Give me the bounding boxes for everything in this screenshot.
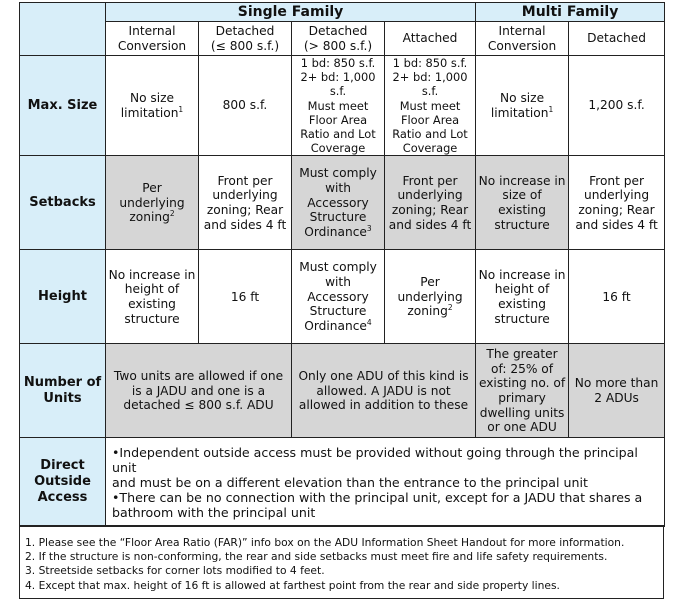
footnotes-box [19, 525, 664, 599]
row-number-of-units [20, 344, 665, 438]
row-header-setbacks: Setbacks [20, 156, 106, 250]
cell-height-sf-detached-large: Must comply with Accessory Structure Ordinance$^4$ [292, 250, 385, 344]
row-height [20, 250, 665, 344]
access-bullet-2: •There can be no connection with the principal unit, except for a JADU that shares a bathroom with the principal unit [112, 489, 643, 520]
cell-units-sf-internal-detached-small: Two units are allowed if one is a JADU and one is a detached ≤ 800 s.f. ADU [106, 344, 292, 438]
cell-direct-outside-access [106, 438, 665, 527]
cell-max-size-sf-detached-small: 800 s.f. [199, 56, 292, 156]
column-header-sf-attached: Attached [385, 22, 476, 56]
row-header-max-size: Max. Size [20, 56, 106, 156]
row-direct-outside-access [20, 438, 665, 527]
column-header-sf-internal-conversion: Internal Conversion [106, 22, 199, 56]
cell-height-sf-internal: No increase in height of existing structure [106, 250, 199, 344]
cell-max-size-sf-internal: No size limitation$^1$ [106, 56, 199, 156]
row-header-number-of-units: Number of Units [20, 344, 106, 438]
cell-setbacks-sf-detached-large: Must comply with Accessory Structure Ordinance$^3$ [292, 156, 385, 250]
group-header-single-family: Single Family [106, 3, 476, 22]
footnote-4: 4. Except that max. height of 16 ft is allowed at farthest point from the rear and side property lines. [25, 578, 560, 592]
cell-height-sf-detached-small: 16 ft [199, 250, 292, 344]
footnote-2: 2. If the structure is non-conforming, the rear and side setbacks must meet fire and life safety requirements. [25, 550, 608, 564]
cell-height-sf-attached: Per underlying zoning$^2$ [385, 250, 476, 344]
cell-units-sf-detached-large-attached: Only one ADU of this kind is allowed. A JADU is not allowed in addition to these [292, 344, 476, 438]
column-header-mf-internal-conversion: Internal Conversion [476, 22, 569, 56]
row-max-size [20, 56, 665, 156]
cell-height-mf-internal: No increase in height of existing structure [476, 250, 569, 344]
access-bullet-1: •Independent outside access must be provided without going through the principal unit and must be on a different elevation than the entrance to the principal unit [112, 444, 638, 490]
cell-max-size-sf-detached-large: 1 bd: 850 s.f. 2+ bd: 1,000 s.f. Must meet Floor Area Ratio and Lot Coverage [292, 56, 385, 156]
row-header-height: Height [20, 250, 106, 344]
footnote-1: 1. Please see the “Floor Area Ratio (FAR)” info box on the ADU Information Sheet Handout for more information. [25, 536, 625, 549]
column-header-sf-detached-large: Detached (> 800 s.f.) [292, 22, 385, 56]
adu-requirements-table [19, 2, 665, 527]
cell-max-size-mf-detached: 1,200 s.f. [569, 56, 665, 156]
column-header-mf-detached: Detached [569, 22, 665, 56]
cell-units-mf-internal: The greater of: 25% of existing no. of primary dwelling units or one ADU [476, 344, 569, 438]
cell-setbacks-sf-detached-small: Front per underlying zoning; Rear and sides 4 ft [199, 156, 292, 250]
corner-cell [20, 3, 106, 56]
cell-units-mf-detached: No more than 2 ADUs [569, 344, 665, 438]
cell-setbacks-mf-detached: Front per underlying zoning; Rear and sides 4 ft [569, 156, 665, 250]
column-header-sf-detached-small: Detached (≤ 800 s.f.) [199, 22, 292, 56]
cell-max-size-mf-internal: No size limitation$^1$ [476, 56, 569, 156]
cell-setbacks-sf-internal: Per underlying zoning$^2$ [106, 156, 199, 250]
group-header-multi-family: Multi Family [476, 3, 665, 22]
cell-setbacks-mf-internal: No increase in size of existing structure [476, 156, 569, 250]
footnote-3: 3. Streetside setbacks for corner lots modified to 4 feet. [25, 564, 325, 578]
row-setbacks [20, 156, 665, 250]
cell-max-size-sf-attached: 1 bd: 850 s.f. 2+ bd: 1,000 s.f. Must meet Floor Area Ratio and Lot Coverage [385, 56, 476, 156]
cell-height-mf-detached: 16 ft [569, 250, 665, 344]
row-header-direct-outside-access: Direct Outside Access [20, 438, 106, 527]
cell-setbacks-sf-attached: Front per underlying zoning; Rear and sides 4 ft [385, 156, 476, 250]
